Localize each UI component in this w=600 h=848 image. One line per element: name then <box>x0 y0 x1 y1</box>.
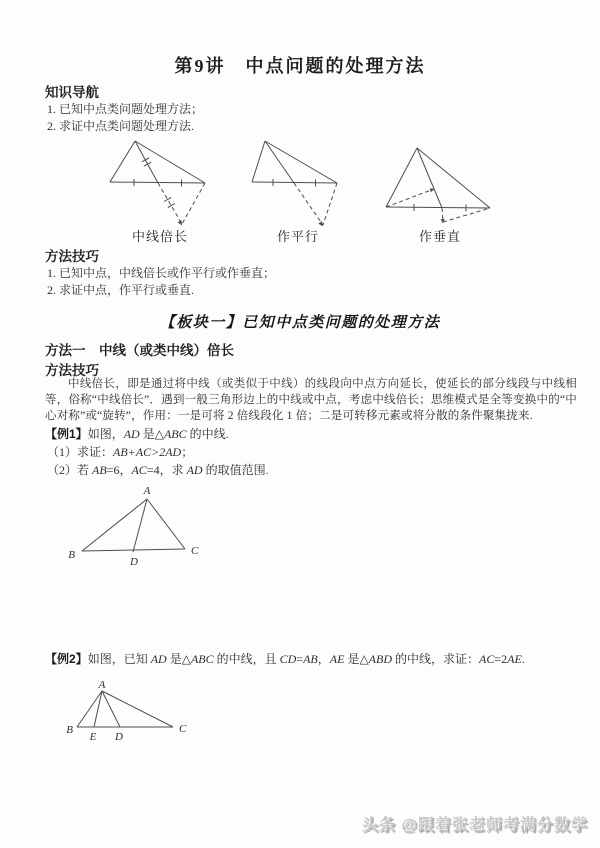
module1-heading: 【板块一】已知中点类问题的处理方法 <box>159 315 441 331</box>
text-segment: 是△ <box>166 652 191 666</box>
text-segment: ， <box>317 652 330 666</box>
math-var: AC <box>131 463 147 477</box>
text-segment: （1）求证： <box>47 445 114 459</box>
text-segment: 如图，已知 <box>87 652 151 666</box>
method-tips-item-2: 2. 求证中点，作平行或垂直. <box>47 283 195 297</box>
diagram-draw-parallel <box>248 137 348 232</box>
triangle-edges <box>252 141 337 183</box>
math-var: AB <box>92 463 107 477</box>
math-var: AD <box>123 427 140 441</box>
method1-tips-heading: 方法技巧 <box>45 363 99 378</box>
text-segment: =2 <box>494 652 508 666</box>
math-var: AC <box>479 652 495 666</box>
diagram-median-doubling <box>95 137 225 232</box>
text-segment: 的中线. <box>186 427 229 441</box>
triangle-edges <box>82 499 185 552</box>
text-segment: . <box>521 652 525 666</box>
example1-question-1 <box>47 443 193 460</box>
text-segment: 如图， <box>87 427 124 441</box>
example1-question-2 <box>47 461 269 478</box>
diagram-label-draw-parallel: 作平行 <box>276 229 319 244</box>
example1-intro-line <box>45 425 229 442</box>
knowledge-nav-item-1: 1. 已知中点类问题处理方法； <box>47 102 204 116</box>
math-var: AD <box>150 652 167 666</box>
text-segment: 的中线，求证： <box>392 652 480 666</box>
triangle-edges <box>110 141 205 183</box>
example1-label: 【例1】 <box>45 427 88 441</box>
math-var: AE <box>329 652 345 666</box>
math-var: AE <box>507 652 522 666</box>
method1-heading: 方法一 中线（或类中线）倍长 <box>45 343 234 358</box>
vertex-label-a: A <box>143 485 151 497</box>
text-segment: 是△ <box>139 427 164 441</box>
diagram-label-draw-perpendicular: 作垂直 <box>418 229 461 244</box>
vertex-label-c: C <box>191 545 199 557</box>
method1-paragraph: 中线倍长，即是通过将中线（或类似于中线）的线段向中点方向延长，使延长的部分线段与中线相等，俗称“中线倍长”．遇到一般三角形边上的中线或中点，考虑中线倍长；思维模式是全等变换中的“中心对称”或“旋转”，作用：一是可将 2 倍线段化 1 倍；二是可转移元素或将分散的条件聚集拢来. <box>45 378 577 422</box>
math-var: AD <box>186 463 203 477</box>
median-extension-dashed <box>158 183 205 226</box>
page-title: 第9讲 中点问题的处理方法 <box>174 56 426 76</box>
vertex-label-e: E <box>89 731 97 743</box>
perpendicular-construction-dashed <box>386 189 490 224</box>
math-var: ABD <box>368 652 392 666</box>
text-segment: 的中线，且 <box>213 652 280 666</box>
example2-figure <box>40 680 200 750</box>
text-segment: （2）若 <box>47 463 93 477</box>
vertex-label-a: A <box>98 680 106 691</box>
vertex-label-d: D <box>115 731 123 743</box>
diagram-label-median-doubling: 中线倍长 <box>131 229 188 244</box>
math-var: CD <box>279 652 297 666</box>
vertex-label-b: B <box>66 724 73 736</box>
text-segment: ； <box>181 445 194 459</box>
watermark: 头条 @跟着张老师考满分数学 <box>361 817 588 834</box>
method-tips-item-1: 1. 已知中点，中线倍长或作平行或作垂直； <box>47 266 276 280</box>
example1-figure <box>40 483 250 578</box>
example2-intro-line <box>45 650 525 667</box>
math-expression: AB+AC>2AD <box>113 445 182 459</box>
text-segment: =4，求 <box>146 463 187 477</box>
diagram-draw-perpendicular <box>380 140 500 235</box>
vertex-label-d: D <box>130 556 138 568</box>
method-tips-heading: 方法技巧 <box>45 249 99 264</box>
text-segment: =6， <box>106 463 132 477</box>
parallel-construction-dashed <box>294 183 337 227</box>
example2-label: 【例2】 <box>45 652 88 666</box>
math-var: ABC <box>190 652 214 666</box>
math-var: ABC <box>163 427 187 441</box>
vertex-label-b: B <box>68 549 75 561</box>
knowledge-nav-heading: 知识导航 <box>45 85 99 100</box>
triangle-edges <box>77 691 173 727</box>
text-segment: 是△ <box>344 652 369 666</box>
vertex-label-c: C <box>179 723 187 735</box>
triangle-edges <box>386 148 490 208</box>
text-segment: 的取值范围. <box>202 463 269 477</box>
text-segment: = <box>296 652 304 666</box>
knowledge-nav-item-2: 2. 求证中点类问题处理方法. <box>47 119 195 133</box>
math-var: AB <box>303 652 318 666</box>
